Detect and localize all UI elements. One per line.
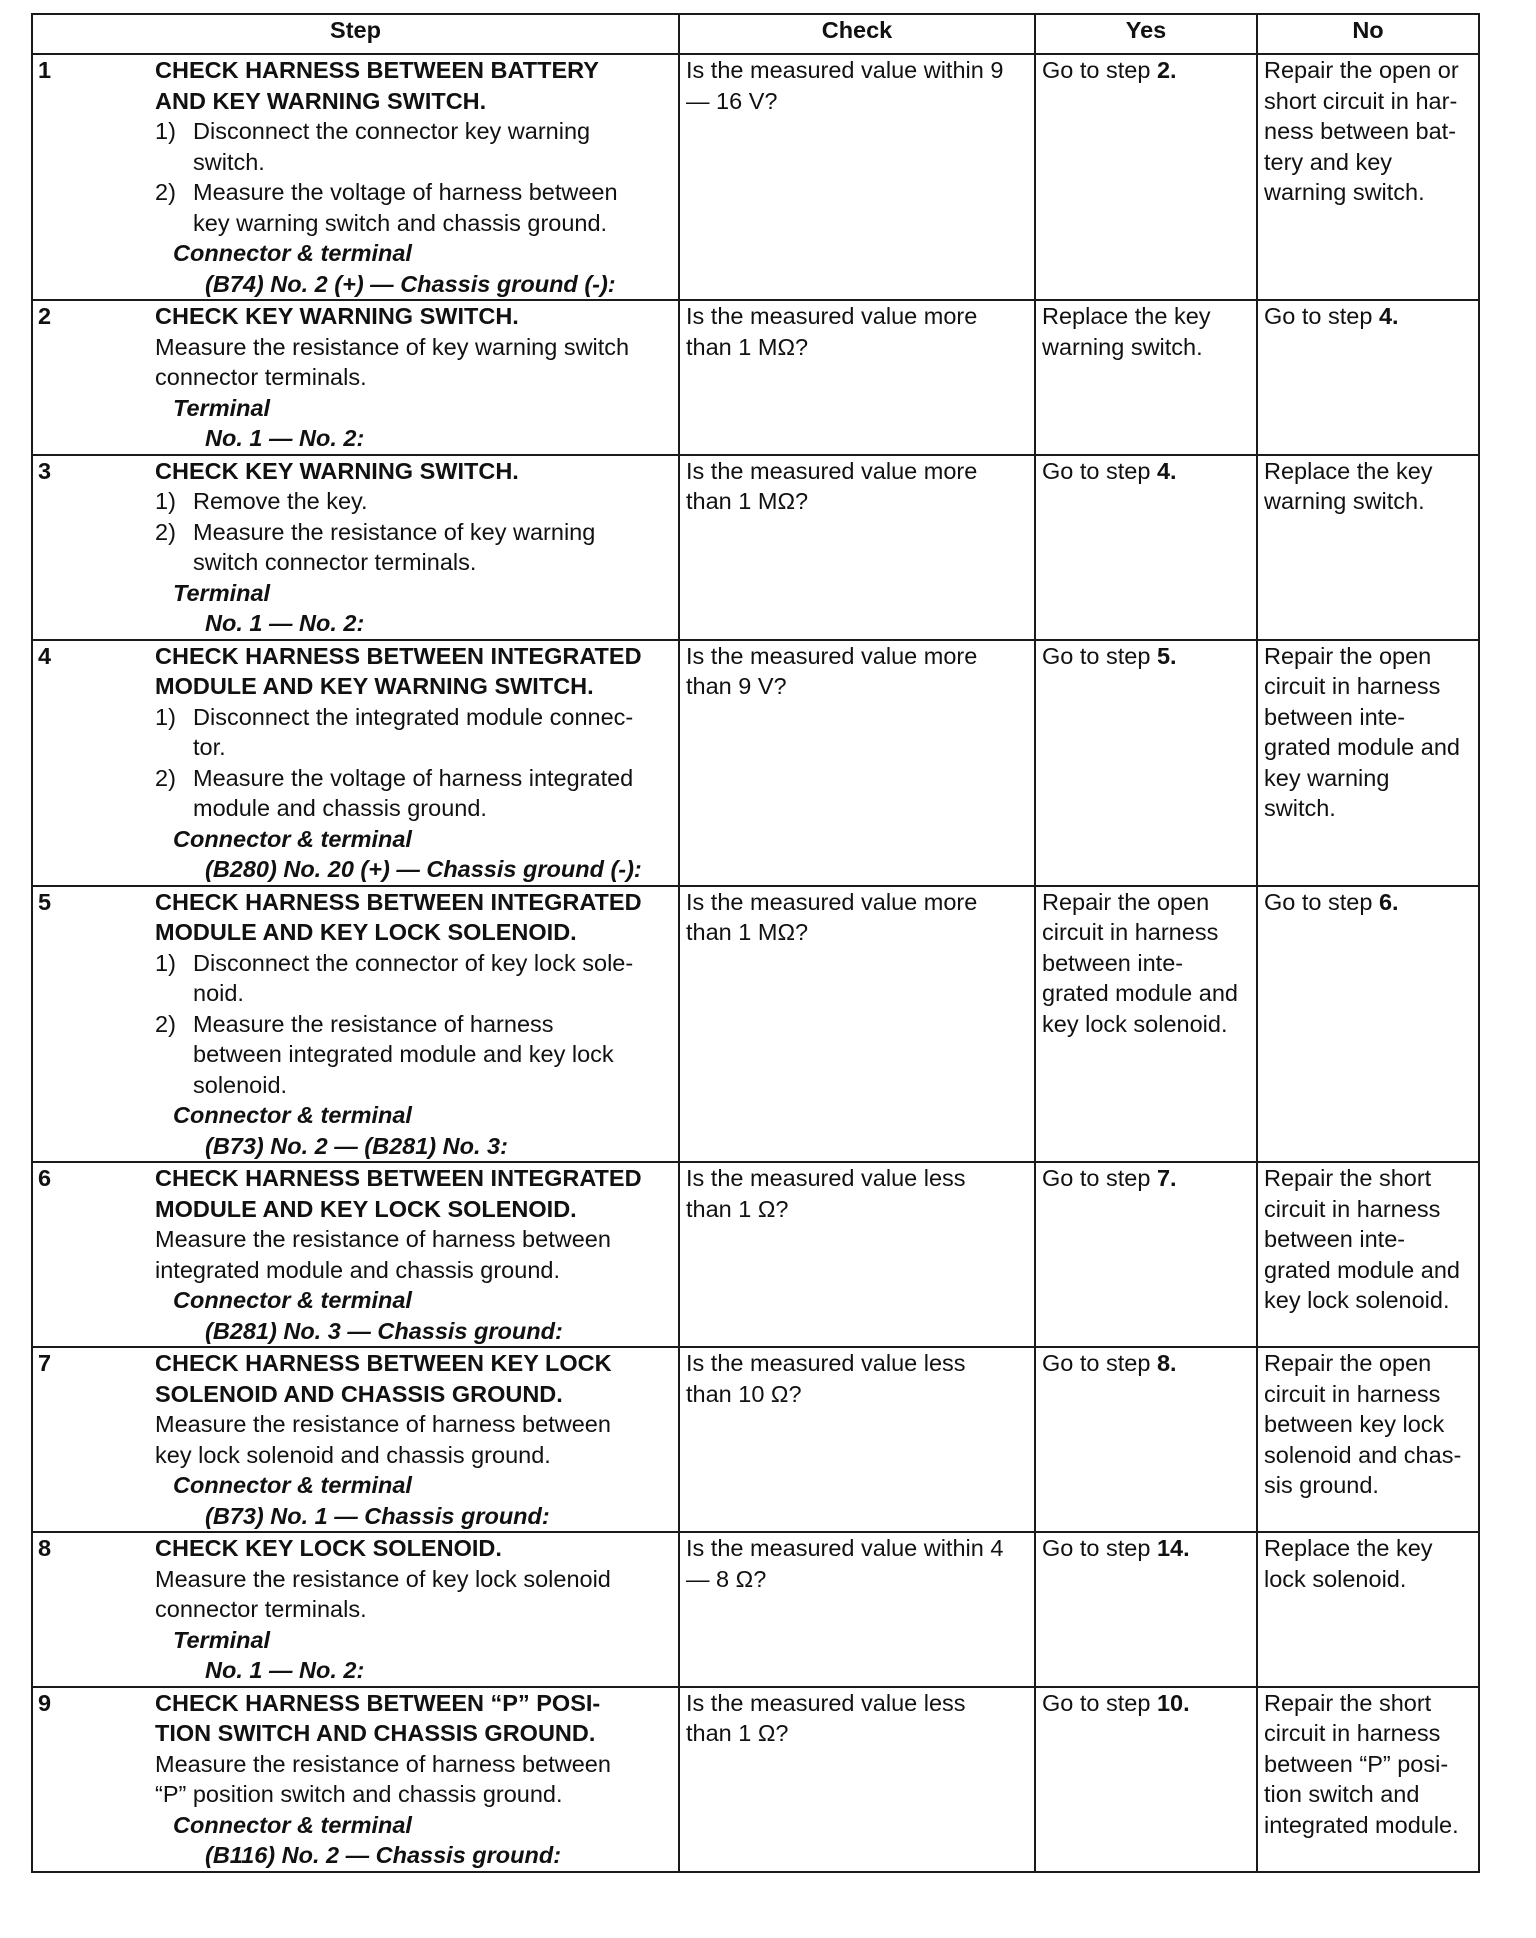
- check-line: Is the measured value more: [686, 642, 978, 669]
- check-line: Is the measured value more: [686, 303, 978, 329]
- check-line: than 1 MΩ?: [686, 333, 809, 360]
- step-substep: [155, 948, 672, 1009]
- table-body: [32, 54, 1479, 1872]
- check-line: Is the measured value more: [686, 457, 978, 484]
- table-row: [32, 300, 1479, 455]
- yes-text-line: between inte-: [1042, 949, 1184, 976]
- no-text-line: warning switch.: [1264, 179, 1425, 205]
- terminal-label: Connector & terminal: [173, 1102, 412, 1128]
- yes-cell: [1035, 54, 1257, 300]
- step-number: 3: [38, 457, 52, 484]
- substep-line: module and chassis ground.: [193, 795, 487, 821]
- check-line: than 1 Ω?: [686, 1720, 789, 1746]
- substep-line: Measure the voltage of harness integrated: [193, 764, 634, 791]
- check-line: — 16 V?: [686, 87, 778, 114]
- substep-line: Disconnect the connector of key lock sole-: [193, 949, 634, 976]
- no-text-line: switch.: [1264, 795, 1336, 821]
- terminal-label: Terminal: [173, 394, 271, 421]
- no-cell: [1257, 1687, 1479, 1872]
- no-text-line: between key lock: [1264, 1411, 1445, 1437]
- step-body-line: Measure the resistance of key warning switch: [155, 333, 630, 360]
- step-cell: [32, 300, 679, 455]
- substep-line: tor.: [193, 734, 226, 760]
- terminal-label: Terminal: [173, 579, 271, 606]
- yes-goto-prefix: Go to step: [1042, 642, 1157, 669]
- substep-number: 1): [155, 949, 176, 976]
- step-number: 5: [38, 888, 52, 915]
- step-title-line: TION SWITCH AND CHASSIS GROUND.: [155, 1720, 596, 1746]
- terminal-label: Connector & terminal: [173, 1287, 412, 1313]
- yes-goto: [1042, 456, 1250, 487]
- check-line: Is the measured value more: [686, 888, 978, 915]
- no-text-line: tion switch and: [1264, 1781, 1420, 1807]
- step-cell: [32, 1687, 679, 1872]
- yes-text-line: circuit in harness: [1042, 919, 1219, 945]
- terminal-label: Connector & terminal: [173, 240, 412, 266]
- yes-text-line: key lock solenoid.: [1042, 1010, 1228, 1037]
- no-text-line: warning switch.: [1264, 488, 1425, 514]
- step-substep: [155, 763, 672, 824]
- no-cell: [1257, 54, 1479, 300]
- yes-goto: [1042, 1533, 1250, 1564]
- no-text-line: lock solenoid.: [1264, 1565, 1407, 1592]
- terminal-value: (B73) No. 1 — Chassis ground:: [205, 1502, 550, 1529]
- terminal-value: (B116) No. 2 — Chassis ground:: [205, 1842, 562, 1868]
- yes-cell: [1035, 455, 1257, 640]
- step-substep: [155, 1009, 672, 1101]
- substep-number: 1): [155, 703, 176, 730]
- no-cell: [1257, 1532, 1479, 1687]
- no-cell: [1257, 640, 1479, 886]
- check-line: than 1 Ω?: [686, 1195, 789, 1222]
- substep-line: Measure the resistance of key warning: [193, 518, 596, 545]
- substep-line: Measure the resistance of harness: [193, 1010, 554, 1037]
- yes-text-line: Repair the open: [1042, 888, 1210, 915]
- yes-cell: [1035, 1687, 1257, 1872]
- step-number: 9: [38, 1689, 52, 1716]
- no-text-line: key lock solenoid.: [1264, 1287, 1450, 1313]
- yes-goto: [1042, 1688, 1250, 1719]
- substep-line: solenoid.: [193, 1071, 288, 1098]
- step-title-line: CHECK KEY WARNING SWITCH.: [155, 303, 519, 329]
- yes-goto-step: 5.: [1156, 642, 1177, 669]
- yes-goto-prefix: Go to step: [1042, 1689, 1157, 1716]
- no-text-line: Repair the open or: [1264, 57, 1459, 83]
- yes-cell: [1035, 300, 1257, 455]
- check-line: Is the measured value within 4: [686, 1535, 1004, 1561]
- yes-goto-step: 14.: [1156, 1535, 1190, 1561]
- yes-goto-step: 10.: [1156, 1689, 1190, 1716]
- no-text-line: circuit in harness: [1264, 673, 1441, 699]
- no-text-line: grated module and: [1264, 734, 1460, 760]
- step-title-line: AND KEY WARNING SWITCH.: [155, 87, 487, 114]
- step-cell: [32, 640, 679, 886]
- no-text-line: integrated module.: [1264, 1811, 1459, 1838]
- step-number: 4: [38, 642, 52, 669]
- substep-number: 2): [155, 1010, 176, 1037]
- substep-line: Disconnect the integrated module connec-: [193, 703, 634, 730]
- yes-cell: [1035, 1532, 1257, 1687]
- no-text-line: between inte-: [1264, 703, 1406, 730]
- terminal-value: (B281) No. 3 — Chassis ground:: [205, 1317, 563, 1344]
- substep-number: 2): [155, 518, 176, 545]
- check-cell: [679, 455, 1035, 640]
- yes-goto: [1042, 55, 1250, 86]
- no-text-line: tery and key: [1264, 148, 1393, 175]
- no-cell: [1257, 886, 1479, 1163]
- header-no: No: [1257, 14, 1479, 54]
- substep-number: 2): [155, 179, 176, 205]
- step-number: 6: [38, 1165, 52, 1191]
- step-title-line: CHECK HARNESS BETWEEN “P” POSI-: [155, 1689, 601, 1716]
- no-goto-step: 4.: [1378, 303, 1399, 329]
- table-row: [32, 455, 1479, 640]
- no-goto-prefix: Go to step: [1264, 303, 1379, 329]
- terminal-value: (B73) No. 2 — (B281) No. 3:: [205, 1132, 508, 1159]
- substep-number: 1): [155, 488, 176, 514]
- yes-goto: [1042, 1348, 1250, 1379]
- yes-text-line: grated module and: [1042, 980, 1238, 1006]
- step-substep: [155, 177, 672, 238]
- step-number: 1: [38, 57, 52, 83]
- step-title-line: CHECK HARNESS BETWEEN INTEGRATED: [155, 642, 642, 669]
- no-cell: [1257, 300, 1479, 455]
- table-row: [32, 1532, 1479, 1687]
- substep-number: 1): [155, 118, 176, 144]
- check-line: — 8 Ω?: [686, 1565, 767, 1592]
- substep-number: 2): [155, 764, 176, 791]
- step-body-line: Measure the resistance of harness between: [155, 1750, 611, 1777]
- step-title-line: MODULE AND KEY LOCK SOLENOID.: [155, 919, 577, 945]
- table-row: [32, 1347, 1479, 1532]
- yes-goto-prefix: Go to step: [1042, 1350, 1157, 1376]
- substep-line: key warning switch and chassis ground.: [193, 209, 608, 236]
- check-line: Is the measured value less: [686, 1350, 966, 1376]
- no-text-line: Replace the key: [1264, 457, 1433, 484]
- terminal-label: Connector & terminal: [173, 1811, 412, 1838]
- no-text-line: key warning: [1264, 764, 1390, 791]
- step-title-line: CHECK HARNESS BETWEEN KEY LOCK: [155, 1350, 612, 1376]
- check-cell: [679, 300, 1035, 455]
- no-cell: [1257, 455, 1479, 640]
- step-number: 7: [38, 1350, 52, 1376]
- step-substep: [155, 486, 672, 517]
- yes-goto-step: 8.: [1156, 1350, 1177, 1376]
- no-cell: [1257, 1347, 1479, 1532]
- step-number: 8: [38, 1535, 52, 1561]
- terminal-value: No. 1 — No. 2:: [205, 1657, 365, 1683]
- check-cell: [679, 1347, 1035, 1532]
- yes-goto-prefix: Go to step: [1042, 1165, 1157, 1191]
- step-title-line: CHECK HARNESS BETWEEN BATTERY: [155, 57, 599, 83]
- step-substep: [155, 702, 672, 763]
- yes-goto: [1042, 1163, 1250, 1194]
- header-yes: Yes: [1035, 14, 1257, 54]
- step-title-line: SOLENOID AND CHASSIS GROUND.: [155, 1380, 563, 1407]
- terminal-value: (B74) No. 2 (+) — Chassis ground (-):: [205, 270, 616, 297]
- yes-goto: [1042, 641, 1250, 672]
- check-line: than 9 V?: [686, 673, 787, 699]
- terminal-value: No. 1 — No. 2:: [205, 610, 365, 636]
- check-cell: [679, 640, 1035, 886]
- check-line: than 1 MΩ?: [686, 488, 809, 514]
- check-cell: [679, 54, 1035, 300]
- substep-line: switch connector terminals.: [193, 549, 477, 575]
- no-text-line: between “P” posi-: [1264, 1750, 1449, 1777]
- yes-goto-step: 4.: [1156, 457, 1177, 484]
- terminal-label: Terminal: [173, 1626, 271, 1653]
- substep-line: switch.: [193, 148, 265, 175]
- diagnostic-table: [31, 13, 1480, 1873]
- substep-line: Remove the key.: [193, 488, 368, 514]
- check-line: Is the measured value less: [686, 1689, 966, 1716]
- step-cell: [32, 455, 679, 640]
- no-text-line: sis ground.: [1264, 1472, 1379, 1498]
- no-text-line: circuit in harness: [1264, 1720, 1441, 1746]
- check-line: than 1 MΩ?: [686, 919, 809, 945]
- substep-line: between integrated module and key lock: [193, 1041, 614, 1067]
- no-text-line: Repair the open: [1264, 1350, 1432, 1376]
- yes-goto-prefix: Go to step: [1042, 57, 1157, 83]
- step-body-line: connector terminals.: [155, 1596, 367, 1622]
- yes-text-line: warning switch.: [1042, 333, 1203, 360]
- step-number: 2: [38, 303, 52, 329]
- no-text-line: grated module and: [1264, 1256, 1460, 1283]
- no-text-line: Replace the key: [1264, 1535, 1433, 1561]
- substep-line: Disconnect the connector key warning: [193, 118, 591, 144]
- substep-line: noid.: [193, 980, 244, 1006]
- check-cell: [679, 1162, 1035, 1347]
- step-body-line: connector terminals.: [155, 364, 367, 390]
- no-goto: [1264, 301, 1472, 332]
- substep-line: Measure the voltage of harness between: [193, 179, 618, 205]
- step-body-line: “P” position switch and chassis ground.: [155, 1781, 563, 1807]
- step-title-line: CHECK KEY WARNING SWITCH.: [155, 457, 519, 484]
- no-text-line: Repair the short: [1264, 1689, 1432, 1716]
- no-text-line: circuit in harness: [1264, 1380, 1441, 1407]
- yes-cell: [1035, 1162, 1257, 1347]
- step-body-line: Measure the resistance of harness between: [155, 1411, 611, 1437]
- step-body-line: integrated module and chassis ground.: [155, 1256, 560, 1283]
- yes-text-line: Replace the key: [1042, 303, 1211, 329]
- step-cell: [32, 1347, 679, 1532]
- no-goto-step: 6.: [1378, 888, 1399, 915]
- no-goto-prefix: Go to step: [1264, 888, 1379, 915]
- yes-cell: [1035, 1347, 1257, 1532]
- no-goto: [1264, 887, 1472, 918]
- yes-cell: [1035, 886, 1257, 1163]
- table-row: [32, 54, 1479, 300]
- no-text-line: Repair the open: [1264, 642, 1432, 669]
- step-substep: [155, 116, 672, 177]
- terminal-label: Connector & terminal: [173, 825, 412, 852]
- step-title-line: MODULE AND KEY LOCK SOLENOID.: [155, 1195, 577, 1222]
- step-cell: [32, 1532, 679, 1687]
- no-text-line: ness between bat-: [1264, 118, 1457, 144]
- step-body-line: key lock solenoid and chassis ground.: [155, 1441, 551, 1468]
- no-text-line: between inte-: [1264, 1226, 1406, 1252]
- table-row: [32, 1162, 1479, 1347]
- table-row: [32, 640, 1479, 886]
- header-check: Check: [679, 14, 1035, 54]
- check-line: Is the measured value less: [686, 1165, 966, 1191]
- check-cell: [679, 886, 1035, 1163]
- no-text-line: Repair the short: [1264, 1165, 1432, 1191]
- yes-goto-step: 2.: [1156, 57, 1177, 83]
- terminal-label: Connector & terminal: [173, 1472, 412, 1498]
- header-step: Step: [32, 14, 679, 54]
- terminal-value: No. 1 — No. 2:: [205, 425, 365, 451]
- check-line: Is the measured value within 9: [686, 57, 1004, 83]
- no-text-line: solenoid and chas-: [1264, 1441, 1462, 1468]
- no-text-line: short circuit in har-: [1264, 87, 1458, 114]
- step-title-line: MODULE AND KEY WARNING SWITCH.: [155, 673, 594, 699]
- yes-goto-step: 7.: [1156, 1165, 1177, 1191]
- yes-cell: [1035, 640, 1257, 886]
- table-row: [32, 1687, 1479, 1872]
- terminal-value: (B280) No. 20 (+) — Chassis ground (-):: [205, 856, 642, 882]
- step-body-line: Measure the resistance of key lock solenoid: [155, 1565, 611, 1592]
- header-row: [32, 14, 1479, 54]
- no-text-line: circuit in harness: [1264, 1195, 1441, 1222]
- table-row: [32, 886, 1479, 1163]
- yes-goto-prefix: Go to step: [1042, 457, 1157, 484]
- step-title-line: CHECK HARNESS BETWEEN INTEGRATED: [155, 1165, 642, 1191]
- step-title-line: CHECK KEY LOCK SOLENOID.: [155, 1535, 502, 1561]
- step-substep: [155, 517, 672, 578]
- step-cell: [32, 1162, 679, 1347]
- step-cell: [32, 886, 679, 1163]
- no-cell: [1257, 1162, 1479, 1347]
- check-cell: [679, 1687, 1035, 1872]
- step-body-line: Measure the resistance of harness between: [155, 1226, 611, 1252]
- step-title-line: CHECK HARNESS BETWEEN INTEGRATED: [155, 888, 642, 915]
- yes-goto-prefix: Go to step: [1042, 1535, 1157, 1561]
- check-cell: [679, 1532, 1035, 1687]
- step-cell: [32, 54, 679, 300]
- check-line: than 10 Ω?: [686, 1380, 802, 1407]
